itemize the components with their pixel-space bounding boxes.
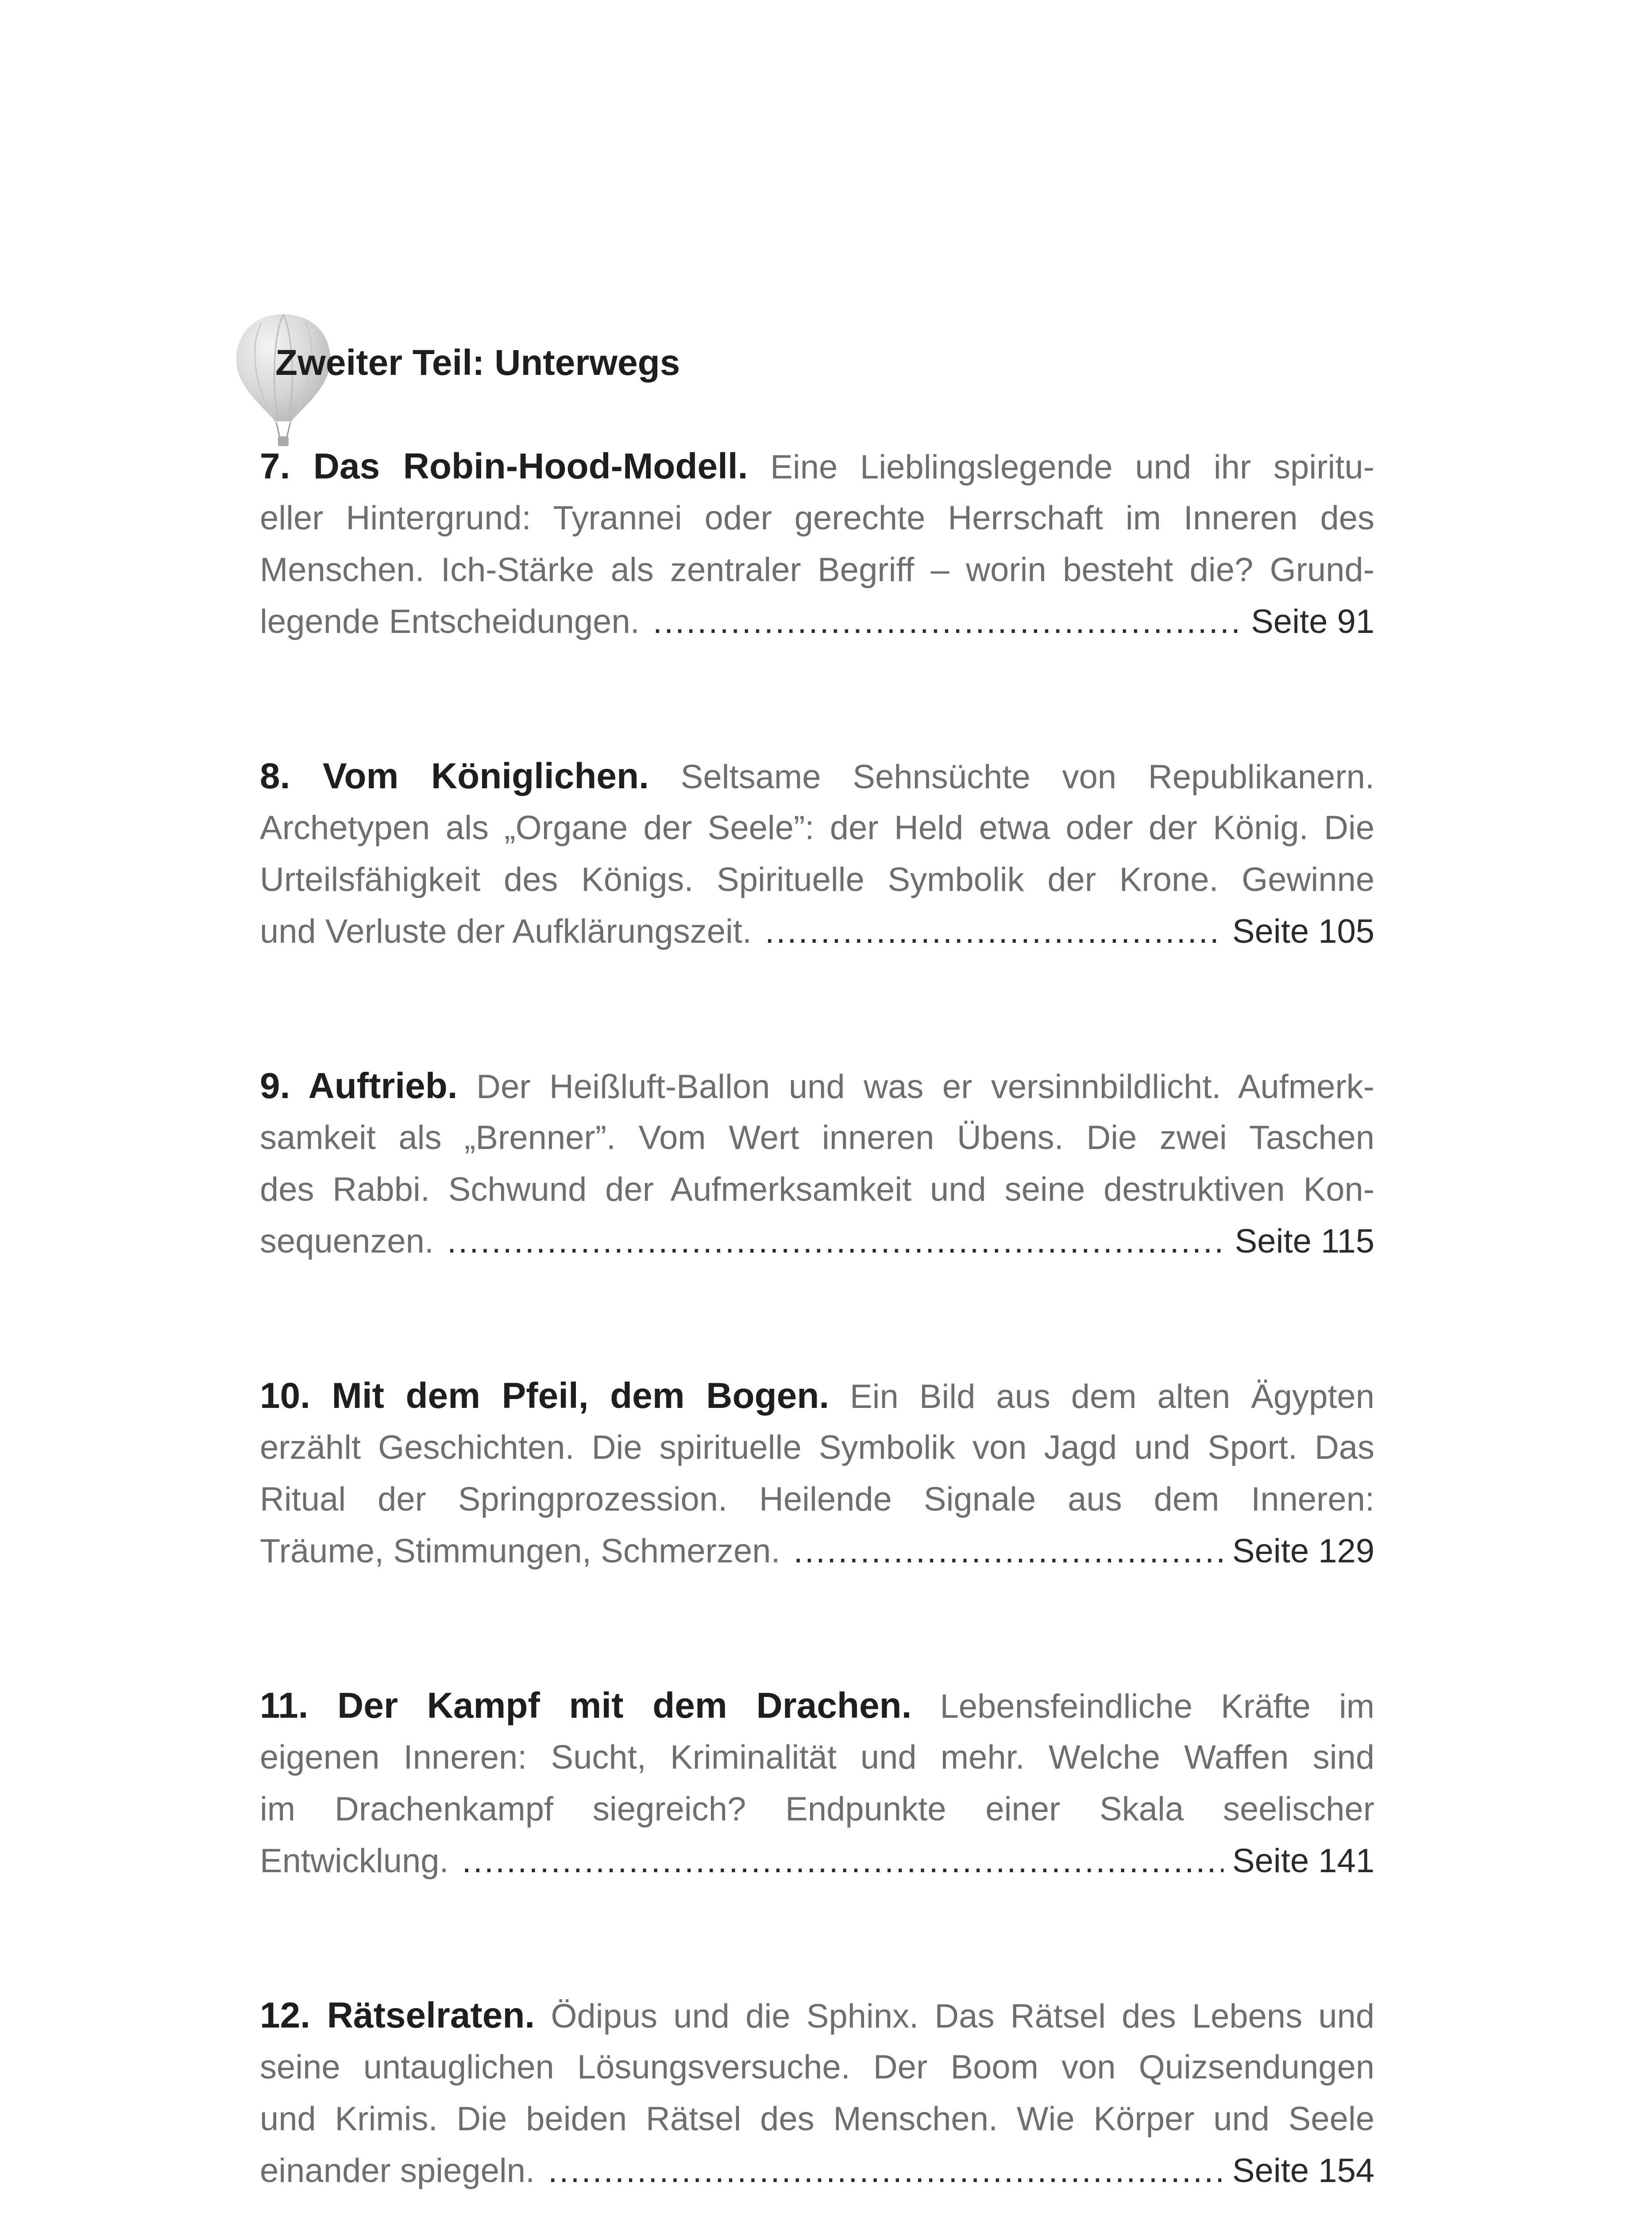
entry-text: Urteilsfähigkeit des Königs. Spirituelle Symbolik der Krone. Gewinne [260,861,1374,898]
dot-leader [548,2145,1224,2197]
entry-text: Lebensfeindliche Kräfte im [940,1688,1374,1725]
entry-text: legende Entscheidungen. [260,603,640,640]
entry-text: Entwicklung. [260,1842,449,1880]
entry-text: Menschen. Ich-Stärke als zentraler Begriff – worin besteht die? Grund- [260,551,1374,589]
entry-text: eller Hintergrund: Tyrannei oder gerechte Herrschaft im Inneren des [260,499,1374,537]
toc-entry-last-line [260,1835,1374,1887]
toc-entry-last-line [260,906,1374,957]
toc-entry-last-line [260,1215,1374,1267]
page-reference: Seite 154 [1232,2152,1374,2190]
entry-text: seine untauglichen Lösungsversuche. Der Boom von Quizsendungen [260,2048,1374,2086]
entry-text: eigenen Inneren: Sucht, Kriminalität und mehr. Welche Waffen sind [260,1739,1374,1776]
toc-entry [260,440,1374,648]
page-reference: Seite 115 [1235,1222,1374,1260]
chapter-heading: 12. Rätselraten. [260,1995,535,2036]
entry-text: Der Heißluft-Ballon und was er versinnbildlicht. Aufmerk- [476,1068,1374,1106]
page-reference: Seite 105 [1232,913,1374,950]
toc-entry-first-line [260,750,1374,802]
table-of-contents [260,440,1374,2213]
entry-text: Seltsame Sehnsüchte von Republikanern. [680,758,1374,796]
toc-entry-last-line [260,1525,1374,1577]
part-title: Zweiter Teil: Unterwegs [275,343,680,383]
entry-text: des Rabbi. Schwund der Aufmerksamkeit und seine destruktiven Kon- [260,1171,1374,1208]
dot-leader [765,906,1224,957]
entry-text: Eine Lieblingslegende und ihr spiritu- [770,448,1374,486]
chapter-heading: 7. Das Robin-Hood-Modell. [260,446,748,486]
entry-text: samkeit als „Brenner”. Vom Wert inneren Übens. Die zwei Taschen [260,1119,1374,1157]
dot-leader [462,1835,1224,1887]
chapter-heading: 8. Vom Königlichen. [260,756,649,796]
toc-entry-first-line [260,440,1374,492]
dot-leader [653,596,1242,648]
toc-entry [260,750,1374,957]
entry-text: und Verluste der Aufklärungszeit. [260,913,752,950]
toc-entry [260,1680,1374,1887]
toc-entry-first-line [260,1680,1374,1731]
page-reference: Seite 129 [1232,1532,1374,1570]
toc-entry-last-line [260,2145,1374,2197]
toc-entry-first-line [260,1989,1374,2041]
dot-leader [447,1215,1226,1267]
page-reference: Seite 91 [1251,603,1374,640]
toc-entry-first-line [260,1370,1374,1422]
toc-entry [260,1060,1374,1267]
entry-text: Ödipus und die Sphinx. Das Rätsel des Lebens und [551,1997,1374,2035]
entry-text: und Krimis. Die beiden Rätsel des Menschen. Wie Körper und Seele [260,2100,1374,2138]
entry-text: Träume, Stimmungen, Schmerzen. [260,1532,780,1570]
entry-text: einander spiegeln. [260,2152,535,2190]
chapter-heading: 11. Der Kampf mit dem Drachen. [260,1685,912,1726]
toc-entry [260,1370,1374,1577]
entry-text: im Drachenkampf siegreich? Endpunkte einer Skala seelischer [260,1790,1374,1828]
entry-text: erzählt Geschichten. Die spirituelle Symbolik von Jagd und Sport. Das [260,1429,1374,1466]
toc-entry [260,1989,1374,2197]
entry-text: sequenzen. [260,1222,434,1260]
entry-text: Archetypen als „Organe der Seele”: der Held etwa oder der König. Die [260,809,1374,847]
chapter-heading: 9. Auftrieb. [260,1066,458,1106]
toc-entry-first-line [260,1060,1374,1112]
entry-text: Ritual der Springprozession. Heilende Signale aus dem Inneren: [260,1480,1374,1518]
chapter-heading: 10. Mit dem Pfeil, dem Bogen. [260,1376,830,1416]
entry-text: Ein Bild aus dem alten Ägypten [849,1378,1374,1415]
page-reference: Seite 141 [1232,1842,1374,1880]
toc-entry-last-line [260,596,1374,648]
dot-leader [794,1525,1224,1577]
